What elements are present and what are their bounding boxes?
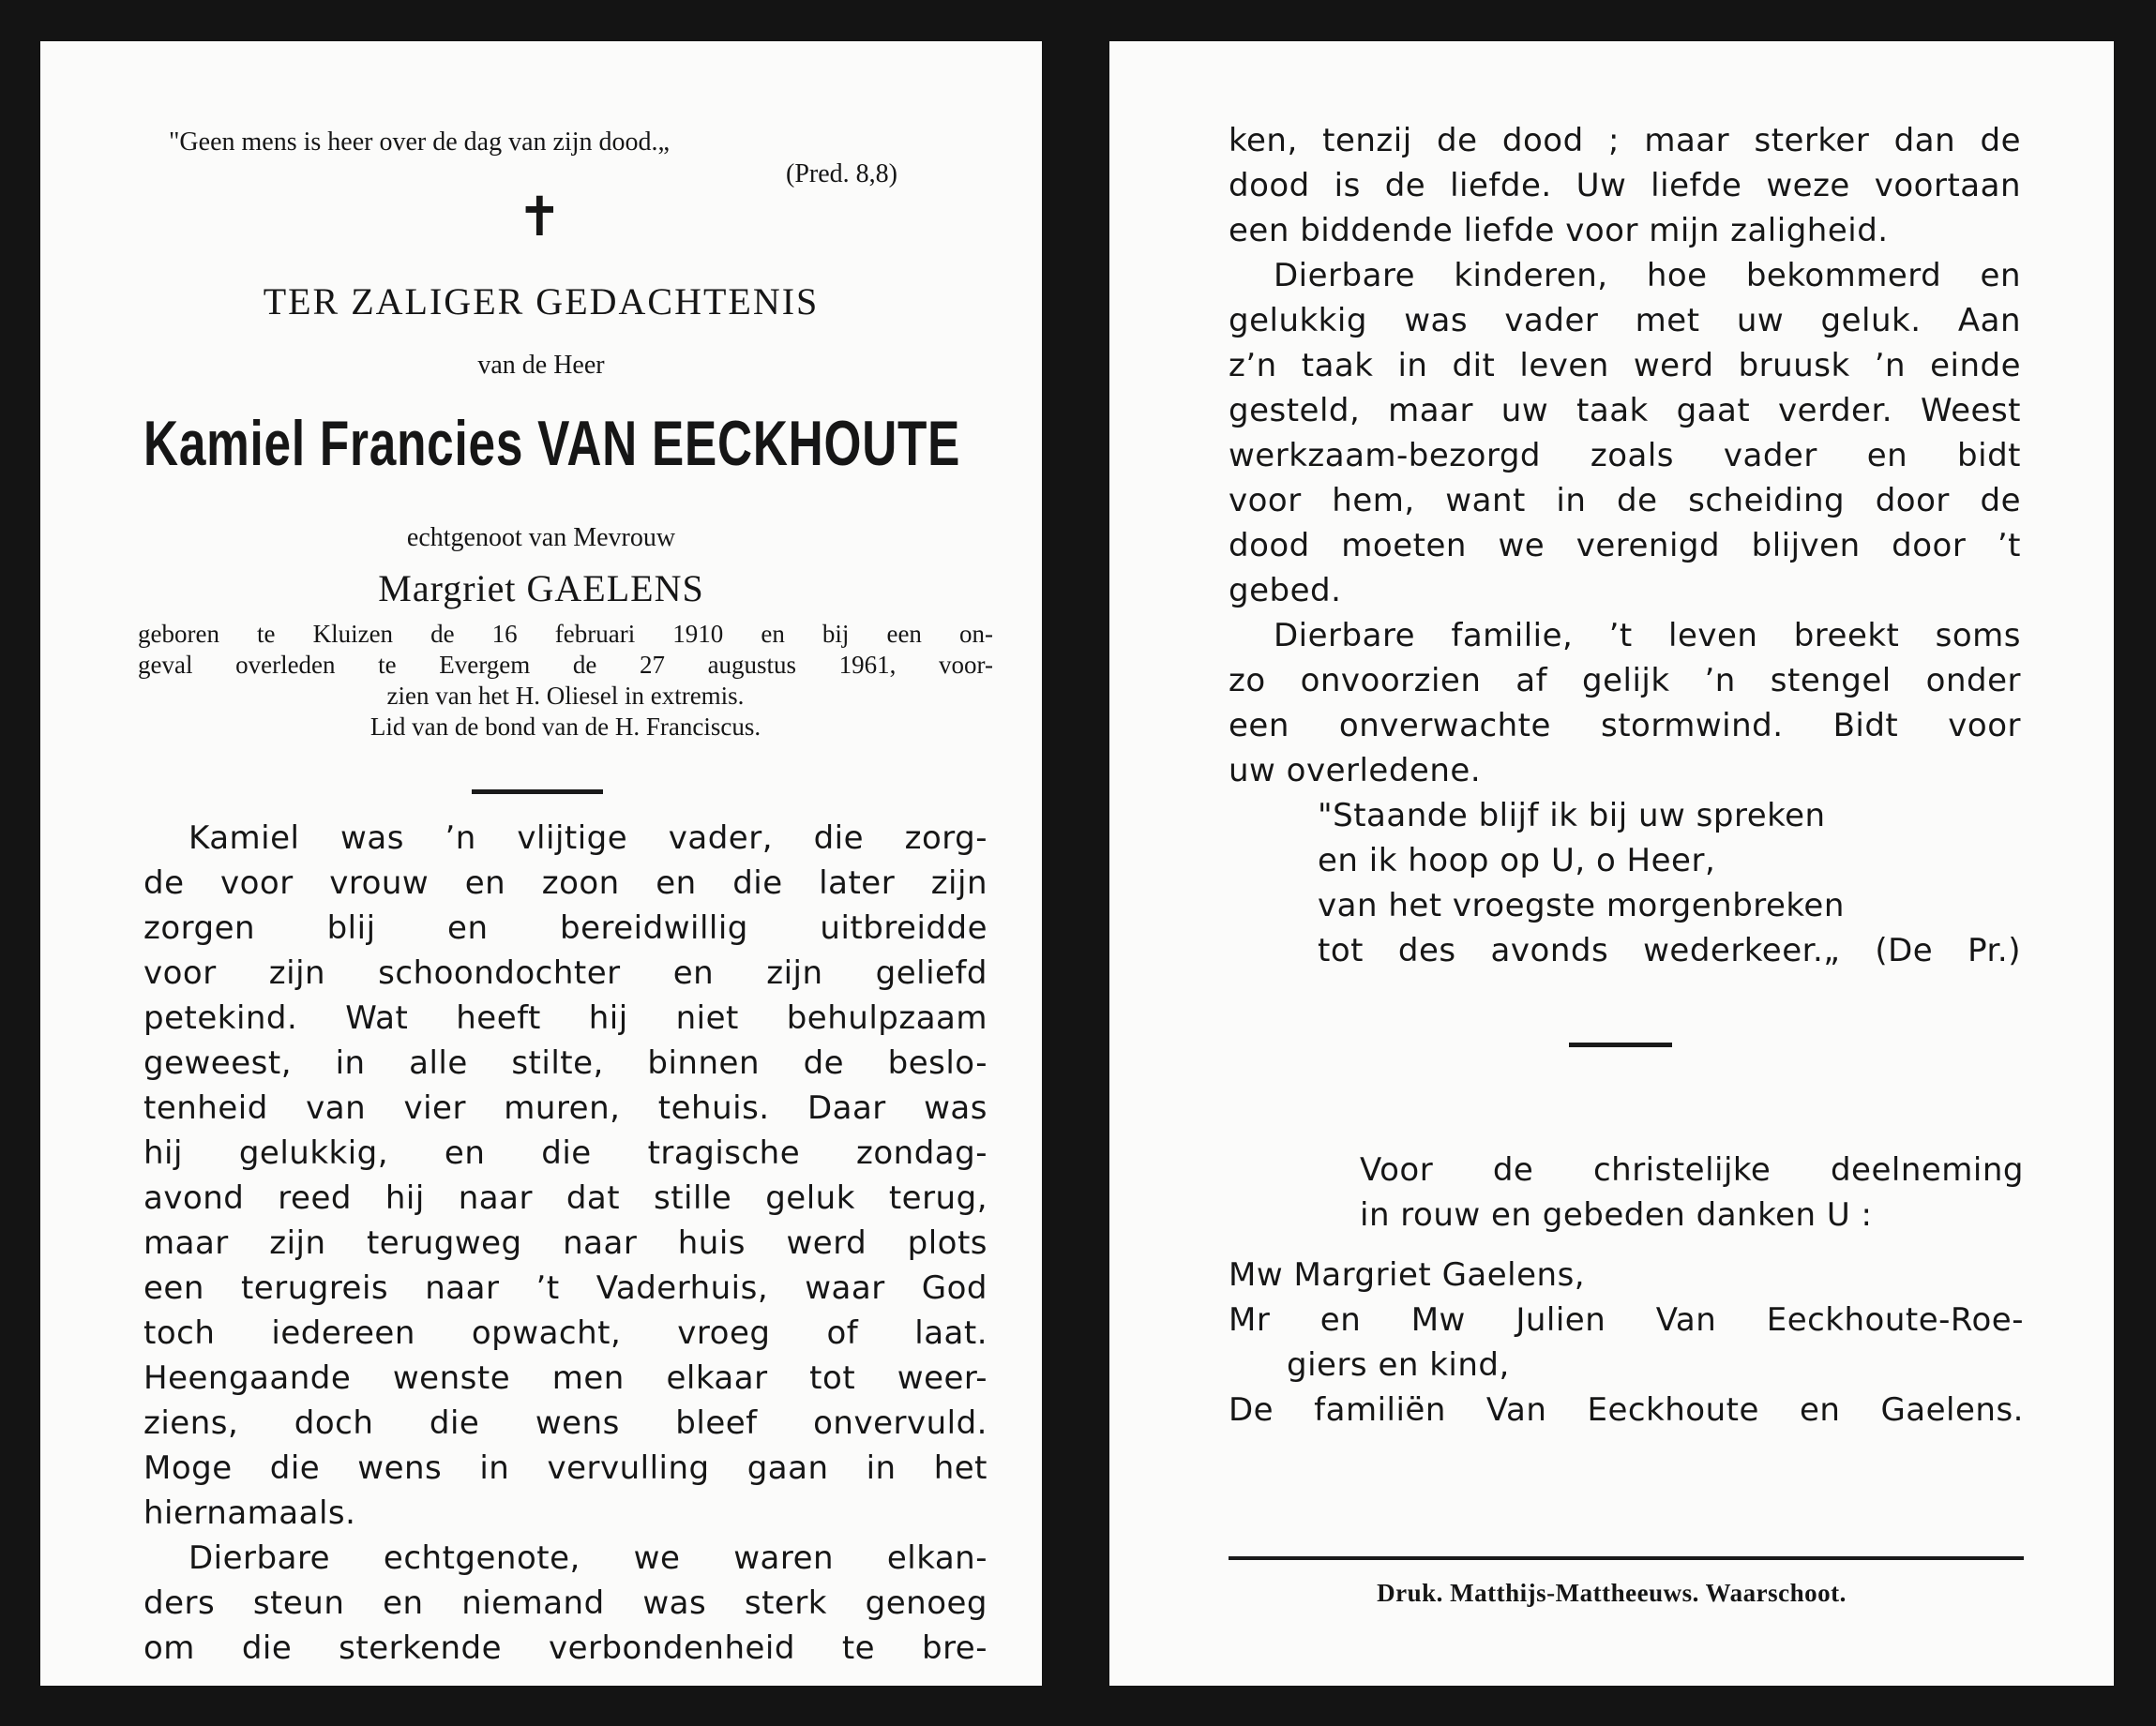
text-line: geweest, in alle stilte, binnen de beslo- <box>143 1044 988 1082</box>
text-line: ziens, doch die wens bleef onvervuld. <box>143 1404 988 1442</box>
text-line: petekind. Wat heeft hij niet behulpzaam <box>143 999 988 1037</box>
text-line: tenheid van vier muren, tehuis. Daar was <box>143 1089 988 1127</box>
text-line: werkzaam-bezorgd zoals vader en bidt <box>1229 437 2021 474</box>
text-line: de voor vrouw en zoon en die later zijn <box>143 864 988 902</box>
text-line: dood is de liefde. Uw liefde weze voortaan <box>1229 167 2021 204</box>
memorial-heading: TER ZALIGER GEDACHTENIS <box>263 280 820 323</box>
biography <box>138 619 993 743</box>
text-line: om die sterkende verbondenheid te bre- <box>143 1629 988 1667</box>
text-line: avond reed hij naar dat stille geluk terug, <box>143 1179 988 1217</box>
bio-line: zien van het H. Oliesel in extremis. <box>386 682 745 710</box>
text-line: zo onvoorzien af gelijk ’n stengel onder <box>1229 662 2021 699</box>
text-line: gesteld, maar uw taak gaat verder. Weest <box>1229 392 2021 429</box>
poem-line: van het vroegste morgenbreken <box>1318 887 1845 924</box>
text-line: Heengaande wenste men elkaar tot weer- <box>143 1359 988 1397</box>
text-line: hiernamaals. <box>143 1494 356 1532</box>
bio-line: geval overleden te Evergem de 27 augustus 1961, voor- <box>138 651 993 679</box>
text-line: Dierbare familie, ’t leven breekt soms <box>1274 617 2021 654</box>
text-line: gelukkig was vader met uw geluk. Aan <box>1229 302 2021 339</box>
eulogy-text <box>143 816 988 1671</box>
bio-line: Lid van de bond van de H. Franciscus. <box>369 713 761 741</box>
text-line: uw overledene. <box>1229 752 1482 789</box>
right-page <box>1109 41 2114 1686</box>
family-line: De familiën Van Eeckhoute en Gaelens. <box>1229 1391 2024 1429</box>
text-line: voor hem, want in de scheiding door de <box>1229 482 2021 519</box>
text-line: z’n taak in dit leven werd bruusk ’n einde <box>1229 347 2021 384</box>
footer-rule <box>1229 1556 2024 1560</box>
text-line: Kamiel was ’n vlijtige vader, die zorg- <box>188 819 988 857</box>
text-line: ders steun en niemand was sterk genoeg <box>143 1584 988 1622</box>
spouse-label: echtgenoot van Mevrouw <box>406 523 676 552</box>
left-page <box>40 41 1042 1686</box>
thanks-block <box>1229 1148 2024 1433</box>
bible-quote: "Geen mens is heer over de dag van zijn dood.„ <box>169 128 670 157</box>
poem-line: tot des avonds wederkeer.„ (De Pr.) <box>1318 932 2021 969</box>
text-line: Moge die wens in vervulling gaan in het <box>143 1449 988 1487</box>
text-line: ken, tenzij de dood ; maar sterker dan de <box>1229 122 2021 159</box>
poem-line: "Staande blijf ik bij uw spreken <box>1318 797 1826 834</box>
text-line: Dierbare echtgenote, we waren elkan- <box>188 1539 988 1577</box>
text-line: dood moeten we verenigd blijven door ’t <box>1229 527 2021 564</box>
text-line: een onverwachte stormwind. Bidt voor <box>1229 707 2021 744</box>
divider <box>1569 1043 1672 1047</box>
poem-line: en ik hoop op U, o Heer, <box>1318 842 1716 879</box>
text-line: hij gelukkig, en die tragische zondag- <box>143 1134 988 1172</box>
family-line: Mw Margriet Gaelens, <box>1229 1256 1586 1294</box>
printer-credit: Druk. Matthijs-Mattheeuws. Waarschoot. <box>1377 1579 1847 1607</box>
divider <box>472 789 603 794</box>
cross-icon: ✝ <box>517 185 563 248</box>
text-line: toch iedereen opwacht, vroeg of laat. <box>143 1314 988 1352</box>
text-line: zorgen blij en bereidwillig uitbreidde <box>143 909 988 947</box>
text-line: voor zijn schoondochter en zijn geliefd <box>143 954 988 992</box>
quote-source: (Pred. 8,8) <box>786 159 897 188</box>
thanks-line: in rouw en gebeden danken U : <box>1360 1196 1873 1234</box>
spouse-name: Margriet GAELENS <box>378 567 704 609</box>
family-line: giers en kind, <box>1287 1346 1510 1384</box>
thanks-line: Voor de christelijke deelneming <box>1360 1151 2024 1189</box>
deceased-name: Kamiel Francies VAN EECKHOUTE <box>143 408 961 479</box>
eulogy-text-continued <box>1229 118 2021 973</box>
text-line: een terugreis naar ’t Vaderhuis, waar God <box>143 1269 988 1307</box>
title-line: van de Heer <box>477 351 605 380</box>
text-line: Dierbare kinderen, hoe bekommerd en <box>1274 257 2021 294</box>
bio-line: geboren te Kluizen de 16 februari 1910 en bij een on- <box>138 620 993 648</box>
text-line: gebed. <box>1229 572 1342 609</box>
text-line: maar zijn terugweg naar huis werd plots <box>143 1224 988 1262</box>
family-line: Mr en Mw Julien Van Eeckhoute-Roe- <box>1229 1301 2024 1339</box>
text-line: een biddende liefde voor mijn zaligheid. <box>1229 212 1889 249</box>
